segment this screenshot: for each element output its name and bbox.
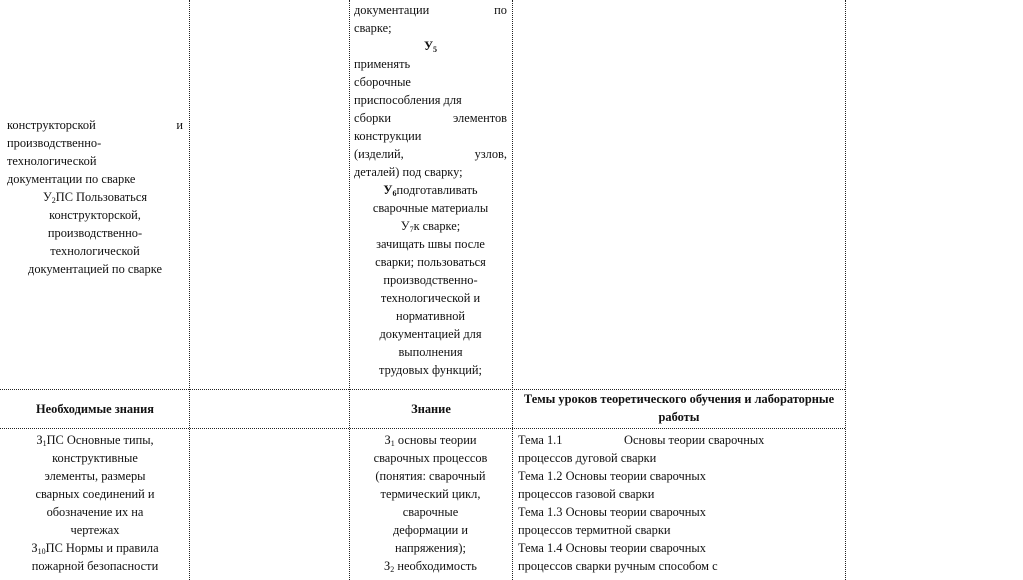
lesson-topics-cell (518, 431, 840, 575)
text-line: $У_7к$ сварке; (400, 219, 461, 234)
text-line: сборки элементов (354, 111, 507, 125)
text-line: $У_5$ (423, 39, 438, 54)
text-line: сварки; пользоваться (375, 255, 486, 269)
text-line: производственно- (7, 136, 102, 150)
text-line: сварочных процессов (373, 451, 488, 465)
table-border-left-col3 (349, 0, 350, 580)
text-line: документацией для (379, 327, 482, 341)
text-line: чертежах (70, 523, 120, 537)
header-knowledge: Знание (411, 402, 451, 416)
text-line: документацией по сварке (28, 262, 162, 276)
topic-1-title: Тема 1.1 Основы теории сварочных (518, 433, 765, 447)
table-border-right (845, 0, 846, 580)
text-line: $З_1ПС$ Основные типы, (36, 433, 154, 448)
text-line: конструкторской, (49, 208, 141, 222)
text-line: элементы, размеры (44, 469, 146, 483)
text-line: $З_{10}ПС$ Нормы и правила (31, 541, 159, 556)
text-line: технологической (7, 154, 97, 168)
topic-1-continuation: процессов дуговой сварки (518, 451, 657, 465)
topic-3-continuation: процессов термитной сварки (518, 523, 671, 537)
text-line: документации по (354, 3, 507, 17)
text-line: пожарной безопасности (31, 559, 159, 573)
text-line: лабораторные работы (658, 392, 835, 424)
skills-cell-col1 (7, 116, 183, 278)
text-line: сварных соединений и (35, 487, 155, 501)
text-line: $У_2ПС$ Пользоваться (42, 190, 148, 205)
text-line: деталей) под сварку; (354, 165, 463, 179)
text-line: производственно- (383, 273, 478, 287)
text-line: сварке; (354, 21, 392, 35)
knowledge-cell-col3 (354, 431, 507, 575)
topic-3-title: Тема 1.3 Основы теории сварочных (518, 505, 706, 519)
text-line: технологической (50, 244, 140, 258)
text-line: (понятия: сварочный (375, 469, 486, 483)
text-line: сборочные (354, 75, 411, 89)
text-line: Темы уроков теоретического обучения и (523, 392, 752, 406)
text-line: сварочные материалы (372, 201, 489, 215)
text-line: нормативной (395, 309, 466, 323)
topic-4-continuation: процессов сварки ручным способом с (518, 559, 718, 573)
text-line: $З_2$ необходимость (384, 559, 477, 574)
topic-4-title: Тема 1.4 Основы теории сварочных (518, 541, 706, 555)
text-line: обозначение их на (46, 505, 144, 519)
text-line: напряжения); (395, 541, 466, 555)
skills-cell-col3 (354, 1, 507, 379)
text-line: зачищать швы после (376, 237, 485, 251)
header-lesson-topics (513, 390, 845, 426)
table-border-left-col4 (512, 0, 513, 580)
text-line: конструкторской и (7, 118, 183, 132)
text-line: деформации и (392, 523, 469, 537)
text-line: документации по сварке (7, 172, 136, 186)
table-border-left-col2 (189, 0, 190, 580)
text-line: конструкции (354, 129, 422, 143)
header-required-knowledge: Необходимые знания (35, 402, 155, 416)
text-line: выполнения (398, 345, 463, 359)
knowledge-cell-col1 (7, 431, 183, 575)
text-line: (изделий, узлов, (354, 147, 507, 161)
text-line: применять (354, 57, 411, 71)
text-line: термический цикл, (380, 487, 481, 501)
text-line: $У_6подготавливать$ (383, 183, 478, 198)
text-line: сварочные (402, 505, 459, 519)
text-line: приспособления для (354, 93, 462, 107)
text-line: технологической и (380, 291, 481, 305)
text-line: трудовых функций; (379, 363, 482, 377)
text-line: производственно- (47, 226, 143, 240)
text-line: конструктивные (52, 451, 138, 465)
text-line: $З_1$ основы теории (384, 433, 477, 448)
topic-2-title: Тема 1.2 Основы теории сварочных (518, 469, 706, 483)
topic-2-continuation: процессов газовой сварки (518, 487, 655, 501)
header-row-bottom-border (0, 428, 845, 429)
